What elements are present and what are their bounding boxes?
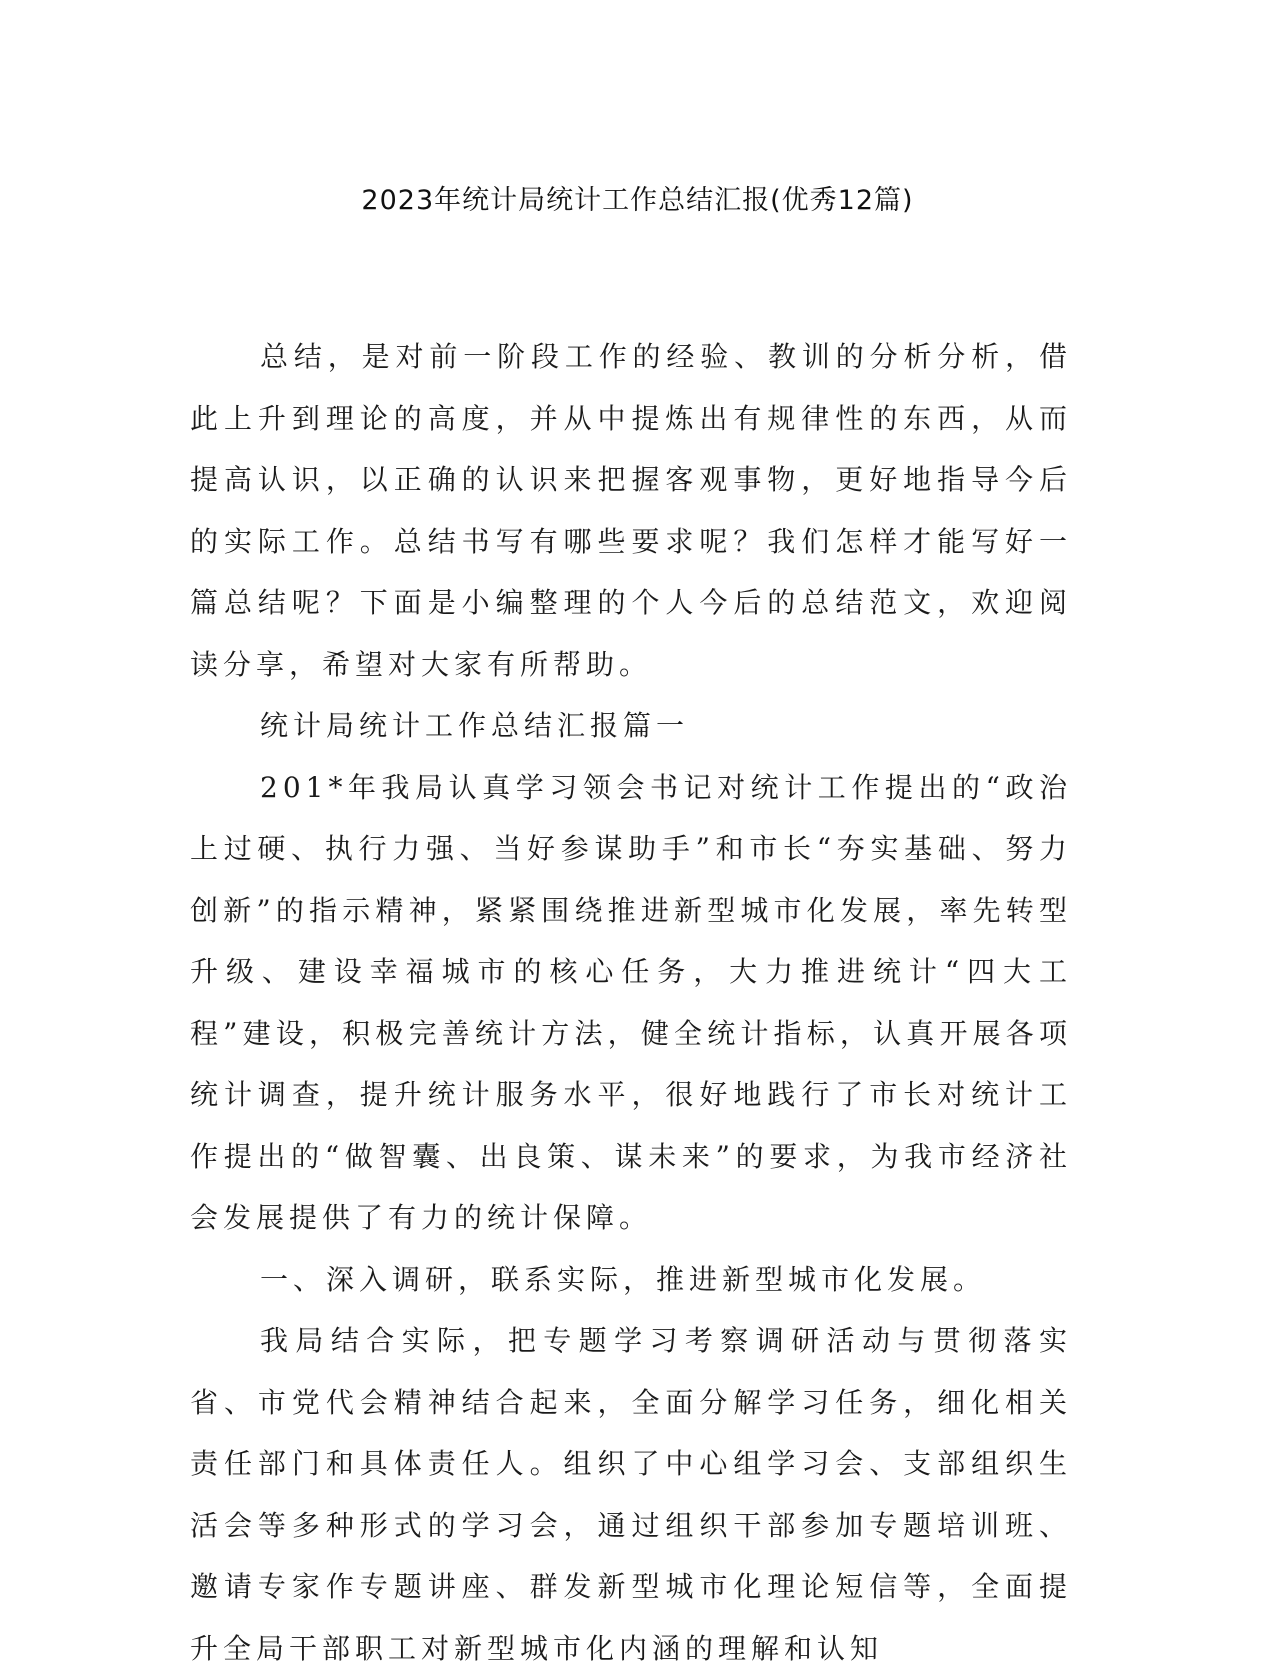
paragraph-summary: 201*年我局认真学习领会书记对统计工作提出的“政治上过硬、执行力强、当好参谋助手”和市长“夯实基础、努力创新”的指示精神，紧紧围绕推进新型城市化发展，率先转型升级、建设幸福城市的核心任务，大力推进统计“四大工程”建设，积极完善统计方法，健全统计指标，认真开展各项统计调查，提升统计服务水平，很好地践行了市长对统计工作提出的“做智囊、出良策、谋未来”的要求，为我市经济社会发展提供了有力的统计保障。	[190, 770, 1072, 1234]
document-body	[190, 326, 1072, 1679]
section-heading-point-one: 一、深入调研，联系实际，推进新型城市化发展。	[260, 1262, 987, 1296]
paragraph-details: 我局结合实际，把专题学习考察调研活动与贯彻落实省、市党代会精神结合起来，全面分解学习任务，细化相关责任部门和具体责任人。组织了中心组学习会、支部组织生活会等多种形式的学习会，通过组织干部参加专题培训班、邀请专家作专题讲座、群发新型城市化理论短信等，全面提升全局干部职工对新型城市化内涵的理解和认知	[190, 1324, 1072, 1665]
document-title: 2023年统计局统计工作总结汇报(优秀12篇)	[361, 185, 914, 216]
section-heading-part-one: 统计局统计工作总结汇报篇一	[260, 709, 690, 742]
paragraph-intro: 总结，是对前一阶段工作的经验、教训的分析分析，借此上升到理论的高度，并从中提炼出有规律性的东西，从而提高认识，以正确的认识来把握客观事物，更好地指导今后的实际工作。总结书写有哪些要求呢？我们怎样才能写好一篇总结呢？下面是小编整理的个人今后的总结范文，欢迎阅读分享，希望对大家有所帮助。	[190, 340, 1072, 681]
